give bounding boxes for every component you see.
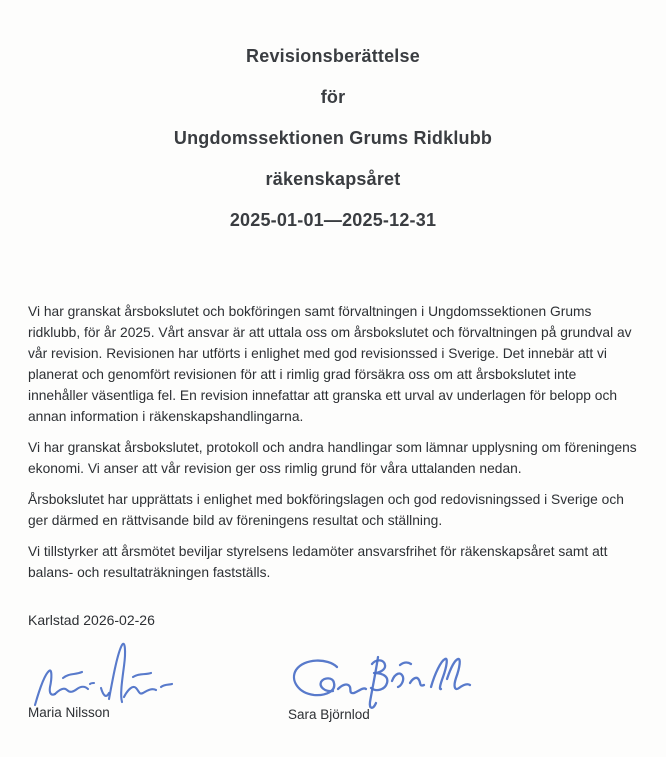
- title-line-org: Ungdomssektionen Grums Ridklubb: [173, 128, 493, 148]
- document-body: [0, 301, 666, 583]
- paragraph-audit-opinion: Årsbokslutet har upprättats i enlighet med bokföringslagen och god redovisningssed i Sverige och ger därmed en rättvisande bild av föreningens resultat och ställning.: [28, 492, 624, 528]
- signer-name-sara: Sara Björnlod: [288, 707, 370, 722]
- paragraph-audit-scope: Vi har granskat årsbokslutet och bokföringen samt förvaltningen i Ungdomssektionen Grums ridklubb, för år 2025. Vårt ansvar är att uttala oss om årsbokslutet och förvaltningen på grundval av vår revision. Revisionen har utförts i enlighet med god revisionssed i Sverige. Det innebär att vi planerat och genomfört revisionen för att i rimlig grad försäkra oss om att årsbokslutet inte innehåller väsentliga fel. En revision innefattar att granska ett urval av underlagen för belopp och annan information i räkenskapshandlingarna.: [28, 304, 632, 424]
- title-line-for: för: [320, 87, 346, 107]
- paragraph-audit-basis: Vi har granskat årsbokslutet, protokoll och andra handlingar som lämnar upplysning om föreningens ekonomi. Vi anser att vår revision ger oss rimlig grund för våra uttalanden nedan.: [28, 440, 637, 476]
- place-date-line: Karlstad 2026-02-26: [28, 612, 155, 628]
- title-line-date-range: 2025-01-01—2025-12-31: [229, 210, 437, 230]
- document-title: Revisionsberättelse: [246, 46, 420, 66]
- document-header: [0, 0, 666, 241]
- sara-bjornlod-signature: [288, 652, 473, 712]
- title-line-fiscal: räkenskapsåret: [265, 169, 401, 189]
- signer-name-maria: Maria Nilsson: [28, 705, 110, 720]
- paragraph-recommendation: Vi tillstyrker att årsmötet beviljar styrelsens ledamöter ansvarsfrihet för räkenskapsåret samt att balans- och resultaträkningen fastställs.: [28, 544, 608, 580]
- maria-nilsson-signature: [28, 642, 178, 708]
